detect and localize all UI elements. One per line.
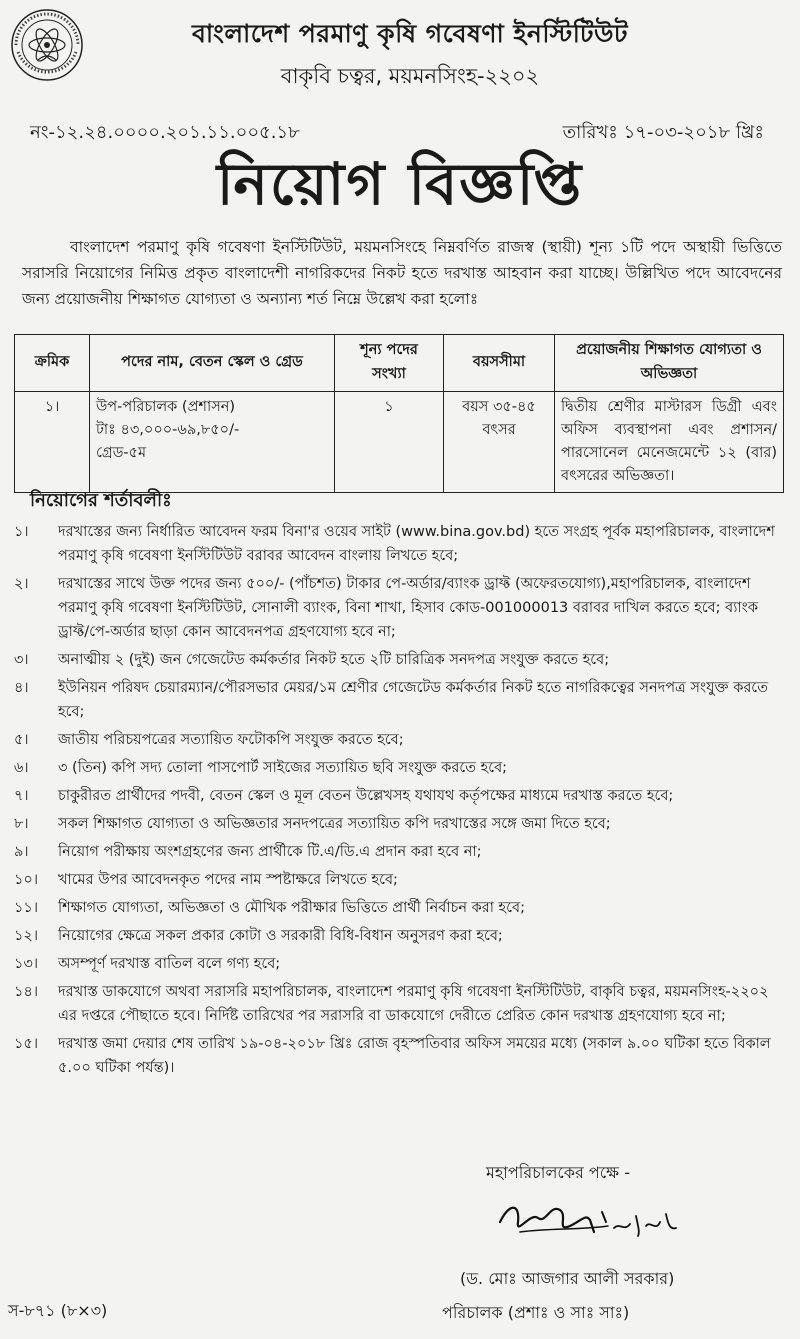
memo-number: নং-১২.২৪.০০০০.২০১.১১.০০৫.১৮ [30,122,300,143]
row-post [90,392,335,493]
post-grade: গ্রেড-৫ম [96,445,147,461]
row-serial: ১। [15,392,90,493]
condition-text: নিয়োগের ক্ষেত্রে সকল প্রকার কোটা ও সরকারী বিধি-বিধান অনুসরণ করা হবে; [58,928,503,944]
post-name: উপ-পরিচালক (প্রশাসন) [96,399,236,415]
condition-text: শিক্ষাগত যোগ্যতা, অভিজ্ঞতা ও মৌখিক পরীক্ষার ভিত্তিতে প্রার্থী নির্বাচন করা হবে; [58,900,525,916]
row-age: বয়স ৩৫-৪৫ বৎসর [444,392,555,493]
condition-number: ১০। [14,872,39,888]
organization-name: বাংলাদেশ পরমাণু কৃষি গবেষণা ইনস্টিটিউট [191,19,629,48]
reference-code: স-৮৭১ (৮×৩) [8,1301,108,1320]
notice-title: নিয়োগ বিজ্ঞপ্তি [216,150,584,218]
signer-title: পরিচালক (প্রশাঃ ও সাঃ সাঃ) [442,1303,630,1322]
condition-text: খামের উপর আবেদনকৃত পদের নাম স্পষ্টাক্ষরে লিখতে হবে; [58,872,398,888]
list-item [14,756,790,780]
list-item [14,924,790,948]
signer-name: (ড. মোঃ আজগার আলী সরকার) [460,1269,675,1288]
handwritten-signature [490,1192,690,1256]
col-qualification-header: প্রয়োজনীয় শিক্ষাগত যোগ্যতা ও অভিজ্ঞতা [555,335,784,392]
col-serial-header: ক্রমিক [15,335,90,392]
condition-number: ১৩। [14,956,39,972]
post-salary: টাঃ ৪৩,০০০-৬৯,৮৫০/- [96,422,240,438]
condition-number: ২। [14,576,29,592]
organization-address: বাকৃবি চত্বর, ময়মনসিংহ-২২০২ [280,64,540,88]
table-header-row [15,335,784,392]
condition-text: ৩ (তিন) কপি সদ্য তোলা পাসপোর্ট সাইজের সত্যায়িত ছবি সংযুক্ত করতে হবে; [58,760,508,776]
list-item [14,648,790,672]
col-post-header: পদের নাম, বেতন স্কেল ও গ্রেড [90,335,335,392]
institute-logo-atom-icon [10,8,84,82]
list-item [14,868,790,892]
condition-number: ১৪। [14,984,39,1000]
condition-text: দরখাস্ত ডাকযোগে অথবা সরাসরি মহাপরিচালক, বাংলাদেশ পরমাণু কৃষি গবেষণা ইনস্টিটিউট, বাকৃবি চত্বর, ময়মনসিংহ-২২০২ এর দপ্তরে পৌছাতে হবে। নির্দিষ্ট তারিখের পর সরাসরি বা ডাকযোগে দেরীতে প্রেরিত কোন দরখাস্ত গ্রহণযোগ্য হবে না; [58,984,769,1024]
list-item [14,980,790,1028]
list-item [14,520,790,568]
list-item [14,812,790,836]
conditions-list [14,520,790,1084]
condition-text: দরখাস্তের জন্য নির্ধারিত আবেদন ফরম বিনা'র ওয়েব সাইট (www.bina.gov.bd) হতে সংগ্রহ পূর্বক মহাপরিচালক, বাংলাদেশ পরমাণু কৃষি গবেষণা ইনস্টিটিউট বরাবর আবেদন বাংলায় লিখতে হবে; [58,524,775,564]
condition-number: ১২। [14,928,39,944]
condition-text: চাকুরীরত প্রার্থীদের পদবী, বেতন স্কেল ও মূল বেতন উল্লেখসহ যথাযথ কর্তৃপক্ষের মাধ্যমে দরখাস্ত করতে হবে; [58,788,674,804]
list-item [14,896,790,920]
condition-text: ইউনিয়ন পরিষদ চেয়ারম্যান/পৌরসভার মেয়র/১ম শ্রেণীর গেজেটেড কর্মকর্তার নিকট হতে নাগরিকত্বের সনদপত্র সংযুক্ত করতে হবে; [58,680,769,720]
list-item [14,840,790,864]
condition-number: ৩। [14,652,29,668]
condition-text: নিয়োগ পরীক্ষায় অংশগ্রহণের জন্য প্রার্থীকে টি.এ/ডি.এ প্রদান করা হবে না; [58,844,482,860]
condition-text: সকল শিক্ষাগত যোগ্যতা ও অভিজ্ঞতার সনদপত্রের সত্যায়িত কপি দরখাস্তের সঙ্গে জমা দিতে হবে; [58,816,611,832]
condition-text: দরখাস্ত জমা দেয়ার শেষ তারিখ ১৯-০৪-২০১৮ খ্রিঃ রোজ বৃহস্পতিবার অফিস সময়ের মধ্যে (সকাল ৯.০০ ঘটিকা হতে বিকাল ৫.০০ ঘটিকা পর্যন্ত)। [58,1036,771,1076]
list-item [14,728,790,752]
list-item [14,1032,790,1080]
list-item [14,784,790,808]
row-qualification: দ্বিতীয় শ্রেণীর মাস্টারস ডিগ্রী এবং অফিস ব্যবস্থাপনা এবং প্রশাসন/পারসোনেল মেনেজমেন্টে ১২ (বার) বৎসরের অভিজ্ঞতা। [555,392,784,493]
condition-number: ৬। [14,760,29,776]
condition-text: জাতীয় পরিচয়পত্রের সত্যায়িত ফটোকপি সংযুক্ত করতে হবে; [58,732,404,748]
col-age-header: বয়সসীমা [444,335,555,392]
intro-paragraph: বাংলাদেশ পরমাণু কৃষি গবেষণা ইনস্টিটিউট, ময়মনসিংহে নিম্নবর্ণিত রাজস্ব (স্থায়ী) শূন্য ১টি পদে অস্থায়ী ভিত্তিতে সরাসরি নিয়োগের নিমিত্ত প্রকৃত বাংলাদেশী নাগরিকদের নিকট হতে দরখাস্ত আহবান করা যাচ্ছে। উল্লিখিত পদে আবেদনের জন্য প্রয়োজনীয় শিক্ষাগত যোগ্যতা ও অন্যান্য শর্ত নিম্নে উল্লেখ করা হলোঃ [22,238,782,308]
condition-text: অসম্পূর্ণ দরখাস্ত বাতিল বলে গণ্য হবে; [58,956,281,972]
condition-number: ৪। [14,680,29,696]
list-item [14,572,790,644]
table-row [15,392,784,493]
row-vacancies: ১ [335,392,444,493]
condition-number: ১৫। [14,1036,39,1052]
condition-number: ৫। [14,732,29,748]
condition-text: অনাত্মীয় ২ (দুই) জন গেজেটেড কর্মকর্তার নিকট হতে ২টি চারিত্রিক সনদপত্র সংযুক্ত করতে হবে; [58,652,610,668]
condition-number: ১১। [14,900,39,916]
on-behalf-text: মহাপরিচালকের পক্ষে - [486,1163,630,1182]
condition-number: ১। [14,524,29,540]
condition-number: ৮। [14,816,29,832]
condition-number: ৯। [14,844,29,860]
vacancy-table [14,334,784,493]
conditions-heading: নিয়োগের শর্তাবলীঃ [30,490,172,511]
list-item [14,952,790,976]
col-vacancy-header: শূন্য পদের সংখ্যা [335,335,444,392]
list-item [14,676,790,724]
memo-date: তারিখঃ ১৭-০৩-২০১৮ খ্রিঃ [562,122,764,143]
condition-number: ৭। [14,788,29,804]
condition-text: দরখাস্তের সাথে উক্ত পদের জন্য ৫০০/- (পাঁচশত) টাকার পে-অর্ডার/ব্যাংক ড্রাফ্ট (অফেরতযোগ্য),মহাপরিচালক, বাংলাদেশ পরমাণু কৃষি গবেষণা ইনস্টিটিউট, সোনালী ব্যাংক, বিনা শাখা, হিসাব কোড-001000013 বরাবর দাখিল করতে হবে; ব্যাংক ড্রাফ্ট/পে-অর্ডার ছাড়া কোন আবেদনপত্র গ্রহণযোগ্য হবে না; [58,576,759,640]
